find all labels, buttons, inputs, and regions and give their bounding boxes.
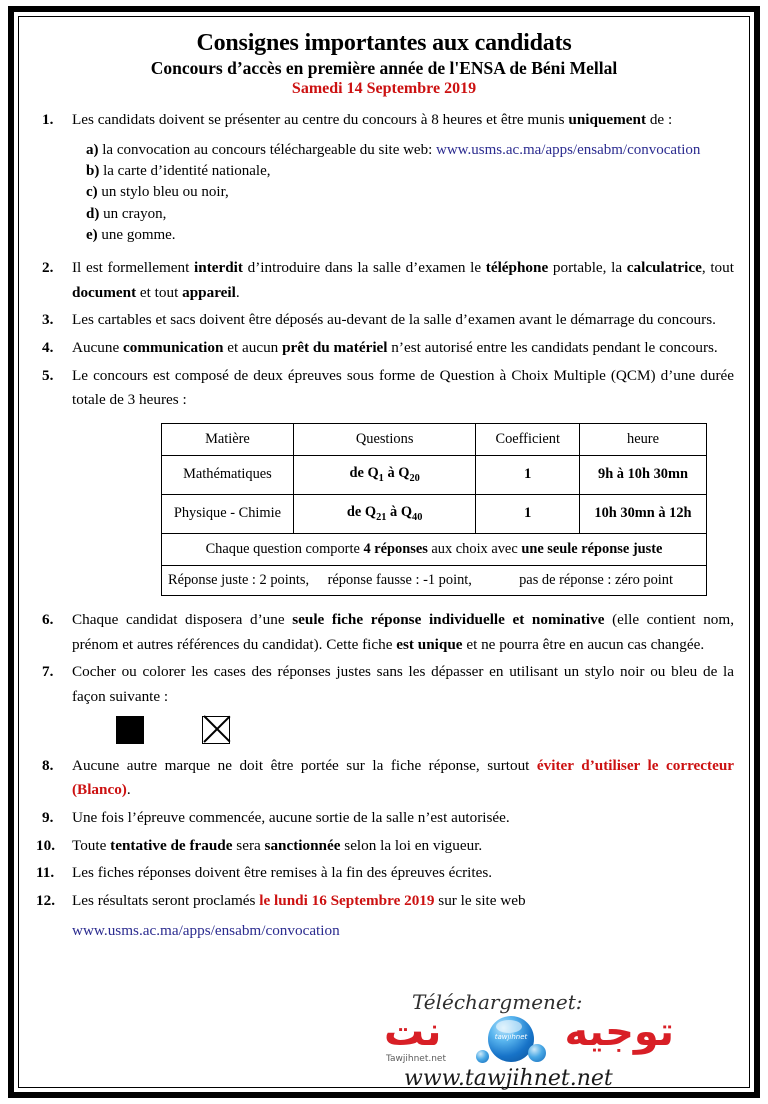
filled-box-icon [116,716,144,744]
rule-item-11 [34,861,734,886]
rule-number-11: 11. [36,864,55,882]
document-content [22,20,746,1084]
scoring-blank: pas de réponse : zéro point [519,571,673,588]
rule-6-bold-seule-fiche: seule fiche réponse [292,611,422,629]
rule-1-part-1: Les candidats doivent se présenter au centre du concours à 8 heures et être munis [72,111,569,128]
rule-text-7: Cocher ou colorer les cases des réponses justes sans les dépasser en utilisant un stylo noir ou bleu de la façon suivante : [72,663,734,706]
rule-1-part-2: de : [646,111,673,128]
rule-10-part-2: sera [232,836,265,854]
page-subtitle: Concours d’accès en première année de l'ENSA de Béni Mellal [150,58,618,78]
rule-12-results-date: le lundi 16 Septembre 2019 [259,891,435,909]
exam-header-matiere: Matière [162,423,294,455]
rule-item-8 [34,754,734,803]
logo-arabic-tawjih: توجيه [564,1009,674,1055]
sub-text-d: un crayon, [103,205,167,222]
note-part-1: Chaque question comporte [205,540,364,557]
crossed-box-icon [202,716,230,744]
rule-4-part-2: et aucun [223,338,283,356]
q-to-physique: 40 [412,511,423,523]
rule-text-12 [72,892,526,909]
sub-label-b: b) [86,162,100,179]
note-part-2: aux choix avec [427,540,522,557]
rule-item-1 [34,108,734,246]
q-mid-math: à Q [383,465,410,482]
exam-header-questions: Questions [293,423,476,455]
rule-12-part-1: Les résultats seront proclamés [72,891,260,909]
rule-6-part-1: Chaque candidat disposera d’une [72,611,293,629]
rule-text-3: Les cartables et sacs doivent être déposés au-devant de la salle d’examen avant le démarrage du concours. [72,311,716,329]
sub-label-c: c) [86,184,98,201]
rule-2-part-5: et tout [136,283,183,301]
scoring-correct: Réponse juste : 2 points, [168,571,310,588]
sub-text-a: la convocation au concours téléchargeable du site web: [102,141,437,158]
sub-label-e: e) [86,226,98,243]
rule-6-bold-est-unique: est unique [396,635,463,653]
rule-item-10 [34,834,734,859]
sub-text-b: la carte d’identité nationale, [103,162,271,179]
rule-6-space-1 [421,611,429,628]
rule-text-8 [72,757,734,799]
rule-number-8: 8. [42,756,54,774]
exam-cell-heure-physique: 10h 30mn à 12h [579,494,706,533]
exam-table-note-row [162,533,707,565]
rule-2-bold-calculatrice: calculatrice [626,259,702,277]
sub-item-d [86,204,734,225]
convocation-link-bottom[interactable]: www.usms.ac.ma/apps/ensabm/convocation [72,922,340,940]
sub-label-a: a) [86,141,99,158]
rule-2-part-3: portable, la [548,259,627,277]
table-row [162,494,707,533]
sub-item-a [86,140,734,161]
rule-2-bold-interdit: interdit [194,259,243,277]
q-to-math: 20 [409,473,420,485]
exam-table-header-row [162,423,707,455]
rule-text-11: Les fiches réponses doivent être remises à la fin des épreuves écrites. [72,864,493,882]
page-title: Consignes importantes aux candidats [196,30,572,56]
rule-item-6 [34,608,734,657]
rule-6-bold-individuelle: individuelle et nominative [428,611,605,629]
rule-text-2 [72,259,734,301]
q-from-physique: 21 [376,511,387,523]
rule-number-10: 10. [36,836,55,854]
rule-text-4 [72,339,718,356]
rule-number-4: 4. [42,338,54,356]
download-label: Téléchargmenet: [412,990,583,1014]
rule-item-12 [34,889,734,944]
exam-header-heure: heure [579,423,706,455]
rule-number-5: 5. [42,366,54,384]
q-prefix-math: de Q [349,465,379,482]
exam-scoring-cell [162,565,707,595]
rule-2-part-2: d’introduire dans la salle d’examen le [242,259,486,277]
rule-2-part-1: Il est formellement [72,259,195,277]
exam-table-scoring-row [162,565,707,595]
q-mid-physique: à Q [386,503,413,520]
rule-1-bold-uniquement: uniquement [568,111,647,128]
rule-number-6: 6. [42,611,54,629]
rule-6-part-3: (elle contient nom, prénom et autres références du candidat). Cette fiche [72,611,735,653]
exam-cell-matiere-math: Mathématiques [162,456,294,495]
instructions-list [34,108,734,944]
rule-item-9 [34,806,734,831]
note-bold-4-reponses: 4 réponses [363,540,428,557]
exam-cell-questions-math [293,456,476,495]
sub-item-e [86,225,734,246]
sub-label-d: d) [86,205,100,222]
rule-item-2 [34,256,734,305]
rule-4-part-3: n’est autorisé entre les candidats pendant le concours. [387,338,718,356]
rule-2-bold-document: document [72,283,137,301]
rule-item-5 [34,364,734,597]
rule-item-4 [34,336,734,361]
q-from-math: 1 [378,473,384,485]
logo-tagline: Tawjihnet.net [386,1054,446,1064]
logo-arabic-net: نت [384,1009,442,1055]
scoring-line [168,569,700,592]
rule-number-7: 7. [42,663,54,681]
rule-number-3: 3. [42,311,54,329]
exam-cell-questions-physique [293,494,476,533]
rule-2-bold-appareil: appareil [182,283,236,301]
answer-marking-examples [116,716,734,744]
rule-text-6 [72,611,734,653]
rule-10-part-1: Toute [72,836,111,854]
exam-table-wrapper [72,423,734,596]
rule-text-1 [72,111,672,128]
rule-text-5: Le concours est composé de deux épreuves sous forme de Question à Choix Multiple (QCM) d’une durée totale de 3 heures : [72,366,734,409]
exam-date: Samedi 14 Septembre 2019 [291,80,477,97]
rule-number-9: 9. [42,808,54,826]
rule-text-10 [72,837,482,854]
rule-12-link-row [72,919,734,944]
rule-2-bold-telephone: téléphone [485,259,549,277]
rule-10-bold-tentative-fraude: tentative de fraude [110,836,233,854]
rule-8-warning-blanco: éviter d’utiliser le correcteur (Blanco) [72,756,735,799]
rule-1-sublist [72,140,734,246]
watermark-site-url: www.tawjihnet.net [404,1066,613,1091]
exam-cell-coefficient-math: 1 [476,456,580,495]
rule-4-bold-communication: communication [123,338,224,356]
rule-10-part-3: selon la loi en vigueur. [340,836,483,854]
rule-10-bold-sanctionnee: sanctionnée [264,836,341,854]
sub-text-c: un stylo bleu ou noir, [101,184,229,201]
rule-4-part-1: Aucune [72,338,124,356]
rule-number-2: 2. [42,259,54,277]
rule-4-bold-pret-materiel: prêt du matériel [282,338,388,356]
rule-text-9: Une fois l’épreuve commencée, aucune sortie de la salle n’est autorisée. [72,808,510,826]
sub-item-c [86,182,734,203]
exam-cell-heure-math: 9h à 10h 30mn [579,456,706,495]
rule-2-part-6: . [235,283,240,301]
exam-cell-matiere-physique: Physique - Chimie [162,494,294,533]
rule-2-part-4: , tout [701,259,734,277]
rule-item-3 [34,308,734,333]
sub-text-e: une gomme. [101,226,176,243]
rule-number-1: 1. [42,111,54,128]
q-prefix-physique: de Q [346,503,377,520]
exam-schedule-table [161,423,707,596]
rule-item-7 [34,660,734,743]
rule-8-part-2: . [126,781,131,799]
table-row [162,456,707,495]
sphere-label: tawjihnet [494,1033,528,1041]
scoring-wrong: réponse fausse : -1 point, [327,571,472,588]
sub-item-b [86,161,734,182]
rule-6-part-4: et ne pourra être en aucun cas changée. [462,635,705,653]
exam-header-coefficient: Coefficient [476,423,580,455]
exam-note-cell [162,533,707,565]
rule-8-part-1: Aucune autre marque ne doit être portée sur la fiche réponse, surtout [72,756,537,774]
note-bold-une-seule: une seule réponse juste [521,540,663,557]
exam-cell-coefficient-physique: 1 [476,494,580,533]
rule-12-part-2: sur le site web [434,891,526,909]
convocation-link-top[interactable]: www.usms.ac.ma/apps/ensabm/convocation [436,141,701,158]
rule-number-12: 12. [36,891,55,909]
